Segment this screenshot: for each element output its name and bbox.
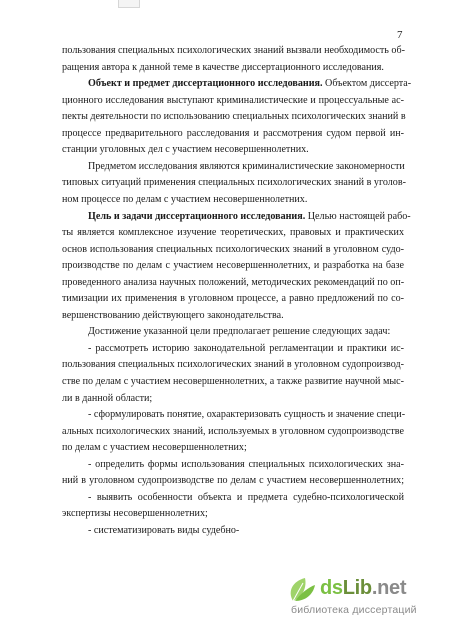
text-line [62, 260, 404, 272]
section-heading: Объект и предмет диссертационного исследования. [88, 78, 323, 90]
line-text: тимизации их применения в уголовном процессе, а равно предложений по со- [62, 293, 404, 305]
line-text: вершенствованию действующего законодательства. [62, 309, 284, 321]
line-text: стве по делам с участием несовершеннолетних, а также развитие научной мыс- [62, 376, 404, 387]
line-text: - систематизировать виды судебно- [88, 524, 240, 536]
line-text: ращения автора к данной теме в качестве диссертационного исследования. [62, 61, 384, 73]
line-text: ционного исследования выступают криминалистические и процессуальные ас- [62, 94, 404, 106]
text-line [62, 293, 404, 305]
text-line [62, 111, 404, 123]
line-text: процессе предварительного расследования и рассмотрения судом первой ин- [62, 127, 404, 139]
dslib-watermark[interactable] [283, 573, 450, 623]
line-text: - рассмотреть историю законодательной регламентации и практики ис- [88, 342, 404, 354]
text-line [62, 244, 404, 256]
line-text: основ использования специальных психологических знаний в уголовном судо- [62, 243, 404, 255]
line-text: пекты деятельности по использованию специальных психологических знаний в [62, 111, 406, 123]
text-line [62, 310, 404, 322]
line-text: - определить формы использования специальных психологических зна- [88, 458, 404, 470]
text-line [62, 144, 404, 156]
text-line [88, 78, 412, 90]
text-line [62, 277, 404, 289]
text-line [88, 210, 411, 223]
line-text: ний в уголовном судопроизводстве по делам с участием несовершеннолетних; [62, 475, 404, 487]
line-text: проведенного анализа научных положений, методических рекомендаций по оп- [62, 276, 405, 288]
text-line [62, 45, 404, 57]
page-number: 7 [397, 29, 403, 41]
text-line [88, 343, 404, 355]
line-text: - сформулировать понятие, охарактеризовать сущность и значение специ- [88, 409, 406, 421]
line-text: Предметом исследования являются криминалистические закономерности [88, 160, 405, 172]
section-heading: Цель и задачи диссертационного исследования. [88, 210, 306, 222]
line-text: пользования специальных психологических знаний в уголовном судопроизвод- [62, 359, 404, 371]
text-line [62, 95, 404, 107]
line-text: Объектом диссерта- [322, 78, 412, 90]
text-line [62, 227, 404, 239]
text-line [62, 393, 404, 405]
text-line [62, 442, 404, 454]
watermark-title [320, 577, 406, 600]
line-text: станции уголовных дел с участием несовершеннолетних. [62, 144, 309, 156]
line-text: по делам с участием несовершеннолетних; [62, 442, 247, 454]
text-line [62, 426, 404, 438]
text-line [62, 128, 404, 140]
text-line [62, 376, 404, 388]
text-line [62, 359, 404, 371]
line-text: Целью настоящей рабо- [305, 210, 411, 222]
text-line [88, 161, 404, 173]
line-text: альных психологических знаний, используемых в уголовном судопроизводстве [62, 425, 404, 437]
text-line [88, 326, 404, 338]
text-line [62, 177, 404, 189]
line-text: типовых ситуаций применения специальных психологических знаний в уголов- [62, 177, 406, 189]
text-line [62, 194, 404, 206]
watermark-title-lib: Lib [342, 577, 372, 599]
leaf-logo-icon [283, 575, 317, 605]
watermark-subtitle: библиотека диссертаций [291, 604, 417, 616]
line-text: пользования специальных психологических знаний вызвали необходимость об- [62, 45, 405, 56]
text-line [62, 475, 404, 487]
text-line [88, 492, 404, 504]
text-line [62, 508, 404, 520]
line-text: ты является комплексное изучение теоретических, правовых и практических [62, 227, 404, 239]
line-text: - выявить особенности объекта и предмета судебно-психологической [88, 491, 404, 503]
line-text: экспертизы несовершеннолетних; [62, 508, 208, 520]
text-line [62, 62, 404, 74]
line-text: ном процессе по делам с участием несовершеннолетних. [62, 193, 308, 205]
text-line [88, 525, 404, 537]
line-text: производстве по делам с участием несовершеннолетних, и разработка на базе [62, 260, 404, 272]
text-line [88, 409, 404, 421]
text-line [88, 459, 404, 471]
line-text: Достижение указанной цели предполагает решение следующих задач: [88, 326, 391, 338]
line-text: ли в данной области; [62, 392, 153, 404]
watermark-title-net: .net [371, 577, 407, 599]
watermark-title-ds: ds [320, 577, 343, 599]
scan-artifact [118, 0, 140, 8]
